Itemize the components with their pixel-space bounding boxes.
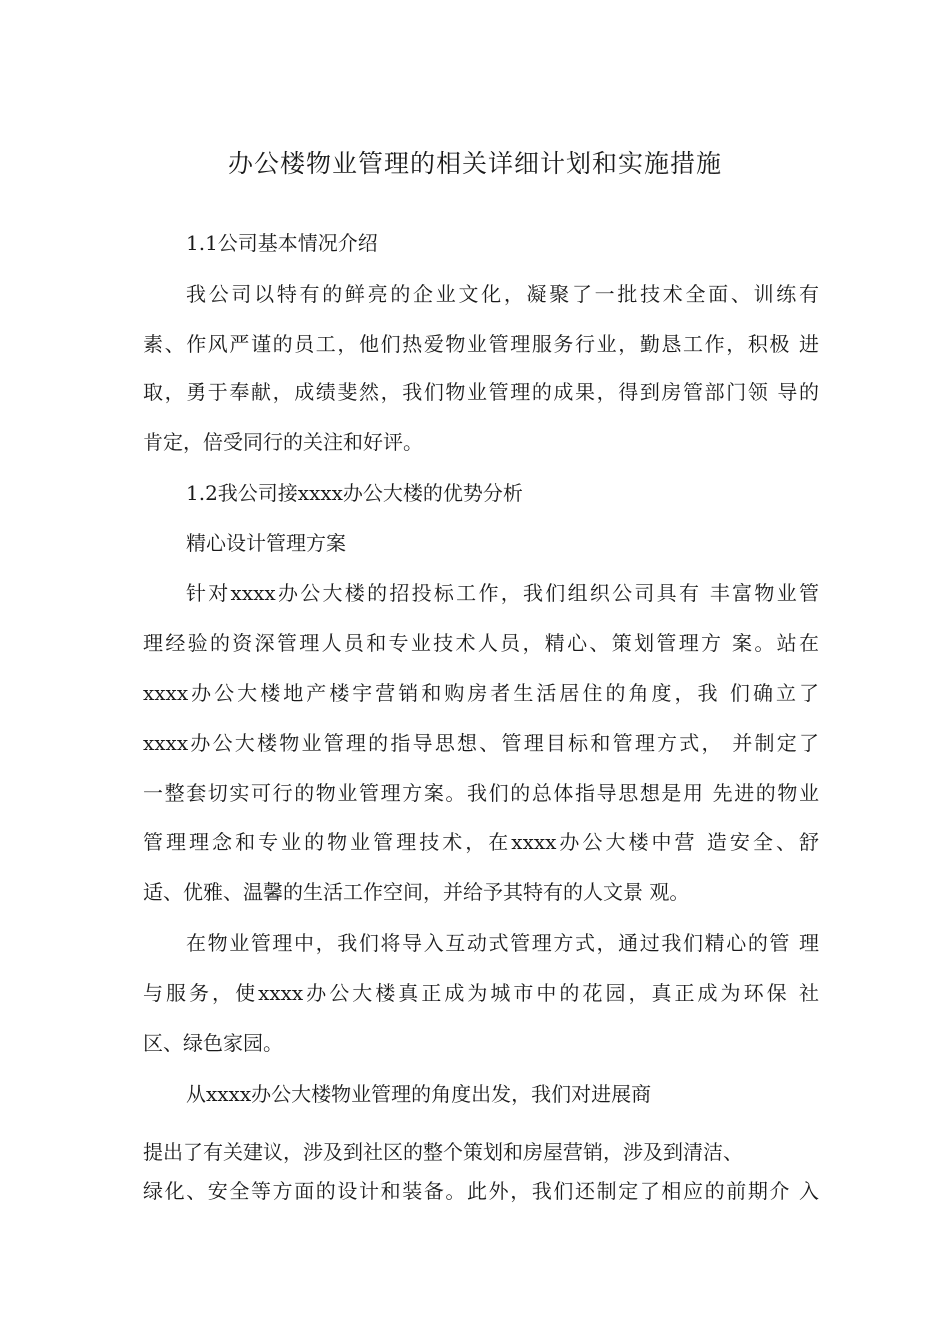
section-heading-1-2: 1.2我公司接xxxx办公大楼的优势分析 — [186, 481, 523, 505]
paragraph-line: 区、绿色家园。 — [143, 1031, 283, 1055]
paragraph-line: 取，勇于奉献，成绩斐然，我们物业管理的成果，得到房管部门领 导的 — [143, 380, 819, 404]
paragraph-line: 适、优雅、温馨的生活工作空间，并给予其特有的人文景 观。 — [143, 880, 690, 904]
document-title: 办公楼物业管理的相关详细计划和实施措施 — [227, 149, 722, 178]
section-heading-1-1: 1.1公司基本情况介绍 — [186, 231, 378, 255]
paragraph-line: 素、作风严谨的员工，他们热爱物业管理服务行业，勤恳工作，积极 进 — [143, 332, 819, 356]
paragraph-line: xxxx办公大楼地产楼宇营销和购房者生活居住的角度，我 们确立了 — [143, 681, 819, 705]
paragraph-line: 理经验的资深管理人员和专业技术人员，精心、策划管理方 案。站在 — [143, 631, 819, 655]
paragraph-line: 提出了有关建议，涉及到社区的整个策划和房屋营销，涉及到清洁、 — [143, 1140, 743, 1164]
paragraph-line: 管理理念和专业的物业管理技术，在xxxx办公大楼中营 造安全、舒 — [143, 830, 819, 854]
paragraph-line: 我公司以特有的鲜亮的企业文化，凝聚了一批技术全面、训练有 — [186, 282, 819, 306]
paragraph-line: 与服务，使xxxx办公大楼真正成为城市中的花园，真正成为环保 社 — [143, 981, 819, 1005]
paragraph-line: 针对xxxx办公大楼的招投标工作，我们组织公司具有 丰富物业管 — [186, 581, 819, 605]
paragraph-line: 肯定，倍受同行的关注和好评。 — [143, 430, 423, 454]
subsection-heading: 精心设计管理方案 — [186, 531, 346, 555]
paragraph-line: 一整套切实可行的物业管理方案。我们的总体指导思想是用 先进的物业 — [143, 781, 819, 805]
paragraph-line: 从xxxx办公大楼物业管理的角度出发，我们对进展商 — [186, 1082, 652, 1106]
paragraph-line: 绿化、安全等方面的设计和装备。此外，我们还制定了相应的前期介 入 — [143, 1179, 819, 1203]
paragraph-line: xxxx办公大楼物业管理的指导思想、管理目标和管理方式， 并制定了 — [143, 731, 819, 755]
paragraph-line: 在物业管理中，我们将导入互动式管理方式，通过我们精心的管 理 — [186, 931, 819, 955]
